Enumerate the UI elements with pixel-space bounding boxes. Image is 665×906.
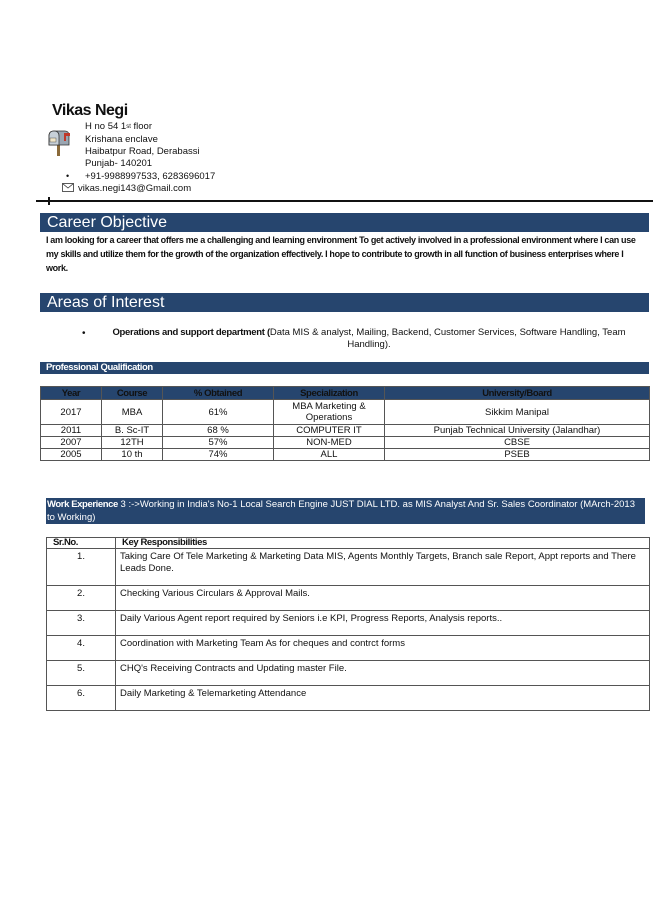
address-line-1: H no 54 1st floor <box>85 121 152 132</box>
areas-of-interest-heading: Areas of Interest <box>40 293 649 312</box>
phone-number: +91-9988997533, 6283696017 <box>85 171 216 182</box>
table-row <box>47 661 650 686</box>
header-divider-tick <box>48 197 50 205</box>
interest-bullet-icon: • <box>82 328 86 339</box>
table-cell: MBA Marketing & Operations <box>274 400 385 425</box>
table-cell: 10 th <box>102 449 163 461</box>
col-sr-no: Sr.No. <box>47 538 116 549</box>
table-cell: 68 % <box>163 425 274 437</box>
table-cell: 2005 <box>41 449 102 461</box>
work-experience-heading: Work Experience 3 :->Working in India's No-1 Local Search Engine JUST DIAL LTD. as MIS Analyst And Sr. Sales Coordinator (MArch-2013 to Working) <box>46 498 645 524</box>
table-cell: Sikkim Manipal <box>385 400 650 425</box>
table-cell: 61% <box>163 400 274 425</box>
table-row <box>47 636 650 661</box>
table-cell: Coordination with Marketing Team As for cheques and contrct forms <box>116 636 650 661</box>
table-cell: 57% <box>163 437 274 449</box>
table-row <box>41 400 650 425</box>
email-link[interactable]: vikas.negi143@Gmail.com <box>78 183 192 194</box>
address-line-2: Krishana enclave <box>85 134 158 145</box>
table-row <box>41 437 650 449</box>
header-divider <box>36 200 653 202</box>
col-percent: % Obtained <box>163 387 274 400</box>
career-objective-text: I am looking for a career that offers me a challenging and learning environment To get actively involved in a professional environment where I can use my skills and utilize them for the growth of the organization effectively. I hope to contribute to growth in all function of business enterprises where I work. <box>46 235 636 273</box>
table-cell: 74% <box>163 449 274 461</box>
col-year: Year <box>41 387 102 400</box>
table-row <box>41 449 650 461</box>
table-cell: COMPUTER IT <box>274 425 385 437</box>
table-cell: 1. <box>47 549 116 586</box>
table-cell: Daily Marketing & Telemarketing Attendance <box>116 686 650 711</box>
col-university: University/Board <box>385 387 650 400</box>
col-specialization: Specialization <box>274 387 385 400</box>
table-cell: 5. <box>47 661 116 686</box>
table-cell: MBA <box>102 400 163 425</box>
table-cell: PSEB <box>385 449 650 461</box>
table-cell: CBSE <box>385 437 650 449</box>
candidate-name: Vikas Negi <box>52 102 128 119</box>
address-line-3: Haibatpur Road, Derabassi <box>85 146 200 157</box>
envelope-icon <box>62 183 74 192</box>
table-cell: 2011 <box>41 425 102 437</box>
col-key-responsibilities: Key Responsibilities <box>116 538 650 549</box>
table-cell: B. Sc-IT <box>102 425 163 437</box>
table-row <box>47 611 650 636</box>
table-cell: CHQ's Receiving Contracts and Updating master File. <box>116 661 650 686</box>
table-cell: Punjab Technical University (Jalandhar) <box>385 425 650 437</box>
table-row <box>41 425 650 437</box>
col-course: Course <box>102 387 163 400</box>
table-cell: 4. <box>47 636 116 661</box>
table-cell: Taking Care Of Tele Marketing & Marketing Data MIS, Agents Monthly Targets, Branch sale Report, Appt reports and There Leads Done. <box>116 549 650 586</box>
table-cell: 12TH <box>102 437 163 449</box>
qualification-header-row <box>41 387 650 400</box>
table-cell: NON-MED <box>274 437 385 449</box>
table-cell: 2007 <box>41 437 102 449</box>
qualification-heading: Professional Qualification <box>40 362 649 374</box>
table-cell: 6. <box>47 686 116 711</box>
table-cell: 3. <box>47 611 116 636</box>
career-objective-heading: Career Objective <box>40 213 649 232</box>
table-row <box>47 686 650 711</box>
mailbox-icon <box>47 130 71 156</box>
table-row <box>47 586 650 611</box>
interest-item: Operations and support department (Data MIS & analyst, Mailing, Backend, Customer Services, Software Handling, Team Handling). <box>112 327 626 350</box>
qualification-table <box>40 386 650 461</box>
table-row <box>47 549 650 586</box>
table-cell: Daily Various Agent report required by Seniors i.e KPI, Progress Reports, Analysis reports.. <box>116 611 650 636</box>
table-cell: ALL <box>274 449 385 461</box>
address-line-4: Punjab- 140201 <box>85 158 153 169</box>
responsibilities-header-row <box>47 538 650 549</box>
table-cell: Checking Various Circulars & Approval Mails. <box>116 586 650 611</box>
responsibilities-table <box>46 537 650 711</box>
table-cell: 2017 <box>41 400 102 425</box>
phone-bullet-icon: • <box>66 171 70 181</box>
table-cell: 2. <box>47 586 116 611</box>
